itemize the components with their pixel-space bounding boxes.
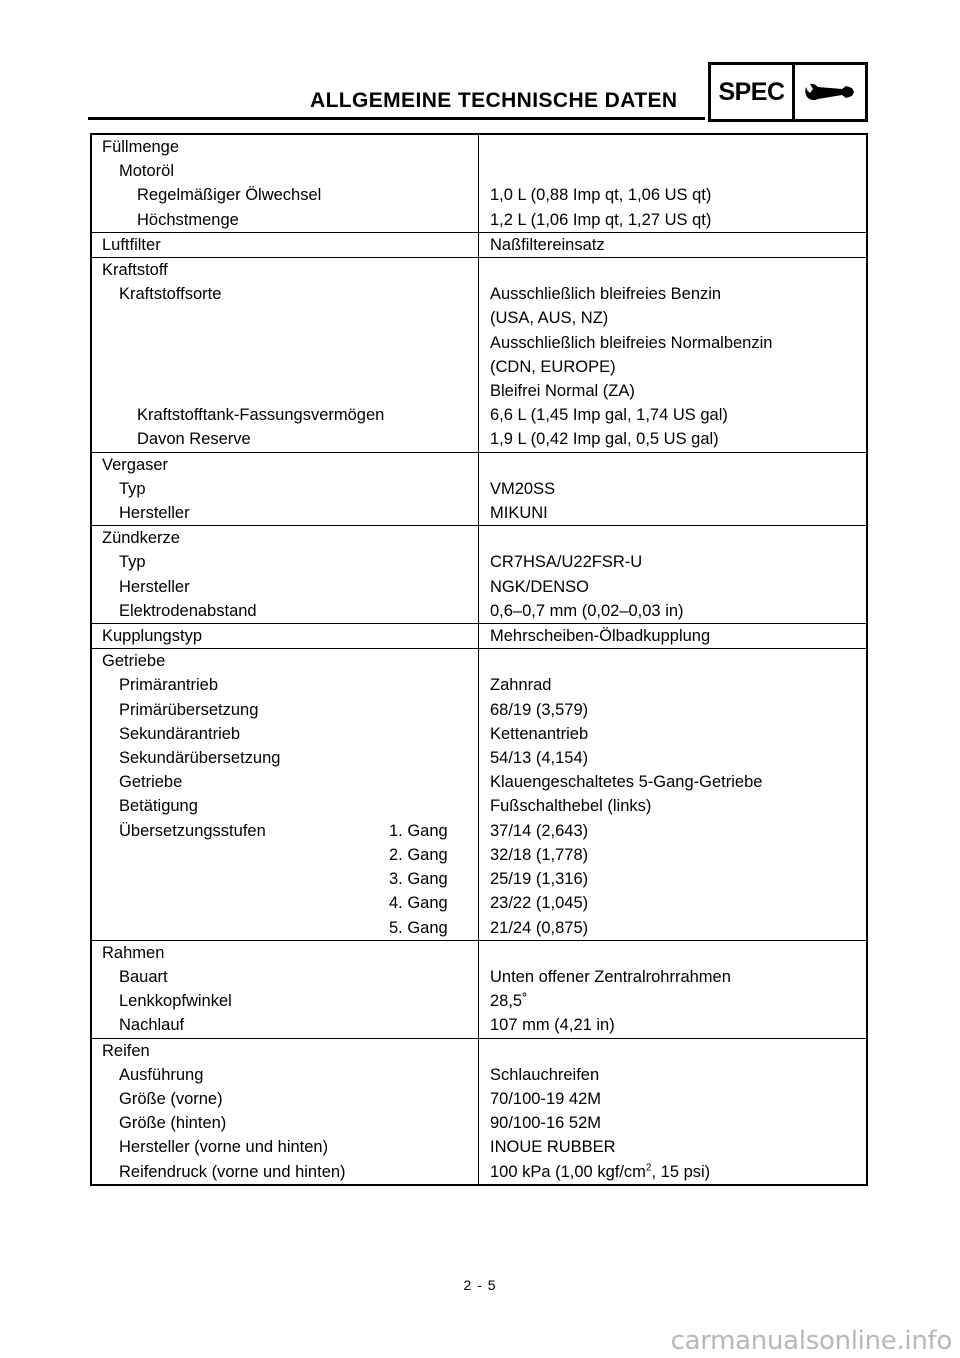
spec-label-text: Rahmen (102, 943, 165, 962)
table-row (92, 1039, 866, 1063)
spec-value (478, 722, 866, 746)
gear-step-label: 4. Gang (389, 894, 448, 913)
spec-value (478, 989, 866, 1013)
spec-label (92, 159, 478, 183)
spec-label (92, 965, 478, 989)
spec-label (92, 575, 478, 599)
spec-value-text: 25/19 (1,316) (490, 870, 589, 889)
spec-value (478, 550, 866, 574)
spec-label (92, 941, 478, 965)
spec-label (92, 1111, 478, 1135)
spec-label-text: Motoröl (119, 162, 175, 181)
gear-step-label: 1. Gang (389, 821, 448, 840)
table-row (92, 258, 866, 282)
spec-value (478, 1087, 866, 1111)
spec-label (92, 477, 478, 501)
spec-value-text: Naßfiltereinsatz (490, 235, 605, 254)
spec-label-text: Übersetzungsstufen (119, 821, 266, 840)
spec-value (478, 208, 866, 232)
spec-label (92, 599, 478, 623)
spec-label-text: Ausführung (119, 1065, 204, 1084)
spec-label (92, 649, 478, 673)
spec-label (92, 867, 478, 891)
spec-label (92, 1013, 478, 1037)
table-row (92, 891, 866, 915)
table-row (92, 722, 866, 746)
spec-value (478, 770, 866, 794)
spec-label (92, 1063, 478, 1087)
spec-value (478, 403, 866, 427)
spec-label-text: Sekundärantrieb (119, 724, 241, 743)
table-row (92, 331, 866, 355)
title-underline (88, 117, 705, 120)
table-row (92, 159, 866, 183)
watermark: carmanualsonline.info (670, 1326, 952, 1356)
spec-value (478, 965, 866, 989)
spec-label-text: Getriebe (119, 773, 183, 792)
spec-value-text: NGK/DENSO (490, 577, 590, 596)
spec-value (478, 575, 866, 599)
table-row (92, 941, 866, 965)
spec-label (92, 819, 478, 843)
spec-label-text: Regelmäßiger Ölwechsel (137, 186, 322, 205)
table-row (92, 233, 866, 257)
table-row (92, 355, 866, 379)
spec-section (92, 1038, 866, 1184)
spec-label (92, 1039, 478, 1063)
table-row (92, 427, 866, 451)
table-row (92, 843, 866, 867)
spec-label-text: Bauart (119, 967, 168, 986)
gear-step-label: 5. Gang (389, 918, 448, 937)
spec-value (478, 843, 866, 867)
spec-label (92, 427, 478, 451)
spec-value-text: 107 mm (4,21 in) (490, 1016, 615, 1035)
spec-label (92, 746, 478, 770)
spec-value (478, 282, 866, 306)
gear-step-label: 2. Gang (389, 845, 448, 864)
table-row (92, 1013, 866, 1037)
spec-value-text: 54/13 (4,154) (490, 749, 589, 768)
table-row (92, 794, 866, 818)
table-row (92, 649, 866, 673)
spec-value-text: Kettenantrieb (490, 724, 589, 743)
spec-label (92, 673, 478, 697)
spec-value (478, 1135, 866, 1159)
spec-label (92, 698, 478, 722)
spec-label (92, 135, 478, 159)
spec-value (478, 159, 866, 183)
spec-label (92, 526, 478, 550)
table-row (92, 599, 866, 623)
spec-value-text: 100 kPa (1,00 kgf/cm (490, 1162, 646, 1181)
table-row (92, 1160, 866, 1184)
spec-value (478, 1111, 866, 1135)
spec-value (478, 501, 866, 525)
spec-value-text: Ausschließlich bleifreies Benzin (490, 285, 722, 304)
spec-label (92, 550, 478, 574)
spec-label-text: Reifendruck (vorne und hinten) (119, 1162, 346, 1181)
spec-label (92, 1087, 478, 1111)
spec-label (92, 501, 478, 525)
spec-label-text: Vergaser (102, 455, 169, 474)
spec-value (478, 649, 866, 673)
spec-label-text: Kupplungstyp (102, 627, 202, 646)
table-row (92, 526, 866, 550)
spec-label-text: Luftfilter (102, 235, 161, 254)
table-row (92, 989, 866, 1013)
table-row (92, 306, 866, 330)
spec-value-text: 6,6 L (1,45 Imp gal, 1,74 US gal) (490, 406, 728, 425)
spec-value (478, 1160, 866, 1184)
spec-value (478, 1013, 866, 1037)
spec-label-text: Davon Reserve (137, 430, 251, 449)
spec-value-text: INOUE RUBBER (490, 1138, 616, 1157)
spec-value-text: 1,9 L (0,42 Imp gal, 0,5 US gal) (490, 430, 719, 449)
spec-label-text: Hersteller (119, 504, 190, 523)
spec-value (478, 794, 866, 818)
spec-label-text: Elektrodenabstand (119, 601, 257, 620)
column-divider (478, 941, 479, 1038)
column-divider (478, 233, 479, 257)
spec-label (92, 258, 478, 282)
table-row (92, 698, 866, 722)
table-row (92, 965, 866, 989)
column-divider (478, 1039, 479, 1184)
spec-label-text: Typ (119, 479, 146, 498)
spec-value (478, 233, 866, 257)
spec-value-text: 1,2 L (1,06 Imp qt, 1,27 US qt) (490, 210, 712, 229)
column-divider (478, 526, 479, 623)
spec-label-text: Sekundärübersetzung (119, 749, 281, 768)
table-row (92, 403, 866, 427)
gear-step-label: 3. Gang (389, 870, 448, 889)
spec-label (92, 891, 478, 915)
spec-value (478, 1063, 866, 1087)
table-row (92, 183, 866, 207)
spec-value-text: 90/100-16 52M (490, 1114, 601, 1133)
spec-label (92, 624, 478, 648)
spec-value-text: 68/19 (3,579) (490, 700, 589, 719)
spec-value-text: (CDN, EUROPE) (490, 357, 616, 376)
spec-value (478, 427, 866, 451)
spec-label (92, 1135, 478, 1159)
table-row (92, 770, 866, 794)
spec-label-text: Nachlauf (119, 1016, 185, 1035)
column-divider (478, 649, 479, 939)
spec-label (92, 1160, 478, 1184)
spec-value-text: Unten offener Zentralrohrrahmen (490, 967, 731, 986)
spec-value-text: Schlauchreifen (490, 1065, 600, 1084)
table-row (92, 1087, 866, 1111)
spec-label (92, 208, 478, 232)
spec-value-superscript: 2 (645, 1162, 652, 1174)
column-divider (478, 135, 479, 232)
specification-table (90, 133, 868, 1186)
spec-label-text: Primärantrieb (119, 676, 219, 695)
spec-value-text: Mehrscheiben-Ölbadkupplung (490, 627, 711, 646)
spec-label-text: Größe (hinten) (119, 1114, 227, 1133)
spec-value-text: 0,6–0,7 mm (0,02–0,03 in) (490, 601, 684, 620)
spec-value (478, 891, 866, 915)
spec-value (478, 867, 866, 891)
table-row (92, 135, 866, 159)
spec-value-text: 37/14 (2,643) (490, 821, 589, 840)
table-row (92, 208, 866, 232)
spec-label (92, 722, 478, 746)
spec-label-text: Hersteller (119, 577, 190, 596)
spec-value-text: MIKUNI (490, 504, 548, 523)
spec-value (478, 183, 866, 207)
spec-value-text: CR7HSA/U22FSR-U (490, 553, 643, 572)
spec-label (92, 355, 478, 379)
spec-section (92, 135, 866, 232)
table-row (92, 1063, 866, 1087)
spec-label (92, 794, 478, 818)
table-row (92, 746, 866, 770)
spec-section (92, 623, 866, 648)
spec-value (478, 916, 866, 940)
page-number: 2 - 5 (463, 1277, 497, 1293)
spec-value-text: Bleifrei Normal (ZA) (490, 382, 635, 401)
page-title: ALLGEMEINE TECHNISCHE DATEN (310, 89, 678, 112)
wrench-icon (795, 65, 865, 119)
spec-section (92, 257, 866, 452)
spec-value (478, 624, 866, 648)
spec-value-text: 32/18 (1,778) (490, 845, 589, 864)
spec-value (478, 331, 866, 355)
spec-label (92, 916, 478, 940)
spec-label-text: Zündkerze (102, 529, 180, 548)
spec-label (92, 233, 478, 257)
table-row (92, 453, 866, 477)
spec-value-text: 23/22 (1,045) (490, 894, 589, 913)
spec-badge (708, 62, 868, 122)
column-divider (478, 453, 479, 526)
spec-label-text: Größe (vorne) (119, 1089, 223, 1108)
spec-label-text: Kraftstoffsorte (119, 285, 222, 304)
spec-value-text: Ausschließlich bleifreies Normalbenzin (490, 333, 773, 352)
spec-label (92, 453, 478, 477)
spec-value (478, 673, 866, 697)
spec-label-text: Füllmenge (102, 138, 180, 156)
spec-value-text: VM20SS (490, 479, 556, 498)
spec-label-text: Lenkkopfwinkel (119, 992, 232, 1011)
table-row (92, 282, 866, 306)
spec-value-text: Fußschalthebel (links) (490, 797, 652, 816)
spec-label-text: Typ (119, 553, 146, 572)
spec-value (478, 258, 866, 282)
column-divider (478, 624, 479, 648)
spec-label (92, 282, 478, 306)
spec-label (92, 403, 478, 427)
spec-label (92, 331, 478, 355)
table-row (92, 867, 866, 891)
spec-value-text: 70/100-19 42M (490, 1089, 601, 1108)
spec-value (478, 526, 866, 550)
table-row (92, 624, 866, 648)
spec-label (92, 843, 478, 867)
spec-label-text: Höchstmenge (137, 210, 239, 229)
spec-label-text: Primärübersetzung (119, 700, 259, 719)
spec-value (478, 453, 866, 477)
spec-value (478, 135, 866, 159)
spec-value-text: Klauengeschaltetes 5-Gang-Getriebe (490, 773, 763, 792)
spec-section (92, 232, 866, 257)
spec-value-tail: , 15 psi) (651, 1162, 711, 1181)
spec-value (478, 746, 866, 770)
spec-value (478, 477, 866, 501)
spec-label (92, 183, 478, 207)
spec-label (92, 306, 478, 330)
table-row (92, 550, 866, 574)
table-row (92, 916, 866, 940)
spec-section (92, 525, 866, 623)
table-row (92, 1135, 866, 1159)
spec-section (92, 452, 866, 526)
table-row (92, 819, 866, 843)
spec-value-text: Zahnrad (490, 676, 552, 695)
spec-value (478, 819, 866, 843)
spec-label (92, 989, 478, 1013)
spec-value-text: 21/24 (0,875) (490, 918, 589, 937)
spec-label-text: Hersteller (vorne und hinten) (119, 1138, 329, 1157)
spec-label: SPEC (711, 65, 795, 119)
spec-value (478, 698, 866, 722)
spec-value (478, 599, 866, 623)
spec-label-text: Reifen (102, 1041, 150, 1060)
spec-value-text: (USA, AUS, NZ) (490, 309, 609, 328)
spec-label-text: Kraftstofftank-Fassungsvermögen (137, 406, 385, 425)
spec-value (478, 355, 866, 379)
spec-value-text: 28,5˚ (490, 992, 528, 1011)
spec-label-text: Getriebe (102, 652, 166, 671)
spec-value (478, 379, 866, 403)
spec-label-text: Kraftstoff (102, 261, 168, 280)
spec-value-text: 1,0 L (0,88 Imp qt, 1,06 US qt) (490, 186, 712, 205)
spec-label-text: Betätigung (119, 797, 198, 816)
spec-label (92, 379, 478, 403)
table-row (92, 1111, 866, 1135)
table-row (92, 477, 866, 501)
spec-value (478, 1039, 866, 1063)
table-row (92, 575, 866, 599)
spec-value (478, 941, 866, 965)
column-divider (478, 258, 479, 452)
spec-section (92, 648, 866, 939)
spec-value (478, 306, 866, 330)
spec-section (92, 940, 866, 1038)
spec-label (92, 770, 478, 794)
table-row (92, 673, 866, 697)
table-row (92, 501, 866, 525)
table-row (92, 379, 866, 403)
